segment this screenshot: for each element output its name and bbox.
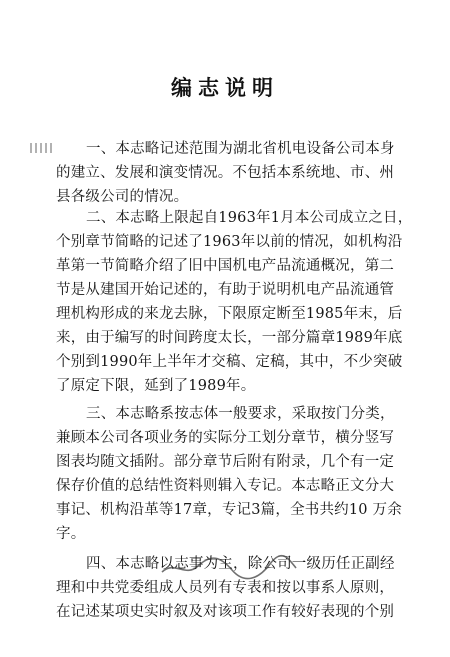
paragraph-line: 节是从建国开始记述的，有助于说明机电产品流通管 bbox=[56, 282, 395, 298]
paragraph-line: 的建立、发展和演变情况。不包括本系统地、市、州 bbox=[56, 165, 395, 181]
paragraph-line: 了原定下限，延到了1989年。 bbox=[56, 378, 256, 394]
paragraph-line: 兼顾本公司各项业务的实际分工划分章节，横分竖写 bbox=[56, 430, 395, 446]
paragraph-line: 理和中共党委组成人员列有专表和按以事系人原则， bbox=[56, 580, 395, 596]
paragraph-line: 个别到1990年上半年才交稿、定稿，其中，不少突破 bbox=[56, 354, 403, 370]
paragraph-line: 个别章节简略的记述了1963年以前的情况，如机构沿 bbox=[56, 234, 403, 250]
handwritten-scribble-mark bbox=[160, 550, 300, 580]
paragraph-line: 保存价值的总结性资料则辑入专记。本志略正文分大 bbox=[56, 478, 395, 494]
paragraph-line: 来，由于编写的时间跨度太长，一部分篇章1989年底 bbox=[56, 330, 403, 346]
paragraph-line: 理机构形成的来龙去脉，下限原定断至1985年末，后 bbox=[56, 306, 403, 322]
paragraph-line: 三、本志略系按志体一般要求，采取按门分类， bbox=[86, 406, 395, 422]
paragraph-line: 图表均随文插附。部分章节后附有附录，几个有一定 bbox=[56, 454, 395, 470]
paragraph-line: 字。 bbox=[56, 526, 86, 542]
paragraph-line: 事记、机构沿革等17章，专记3篇，全书共约10 万余 bbox=[56, 502, 402, 518]
scan-artifact bbox=[30, 143, 52, 153]
paragraph-line: 一、本志略记述范围为湖北省机电设备公司本身 bbox=[86, 141, 395, 157]
paragraph-line: 革第一节简略介绍了旧中国机电产品流通概况，第二 bbox=[56, 258, 395, 274]
paragraph-line: 二、本志略上限起自1963年1月本公司成立之日， bbox=[86, 210, 413, 226]
paragraph-line: 在记述某项史实时叙及对该项工作有较好表现的个别 bbox=[56, 604, 395, 620]
paragraph-line: 四、本志略以志事为主，除公司一级历任正副经 bbox=[86, 556, 395, 572]
page-title: 编志说明 bbox=[171, 76, 279, 100]
paragraph-line: 县各级公司的情况。 bbox=[56, 189, 189, 205]
